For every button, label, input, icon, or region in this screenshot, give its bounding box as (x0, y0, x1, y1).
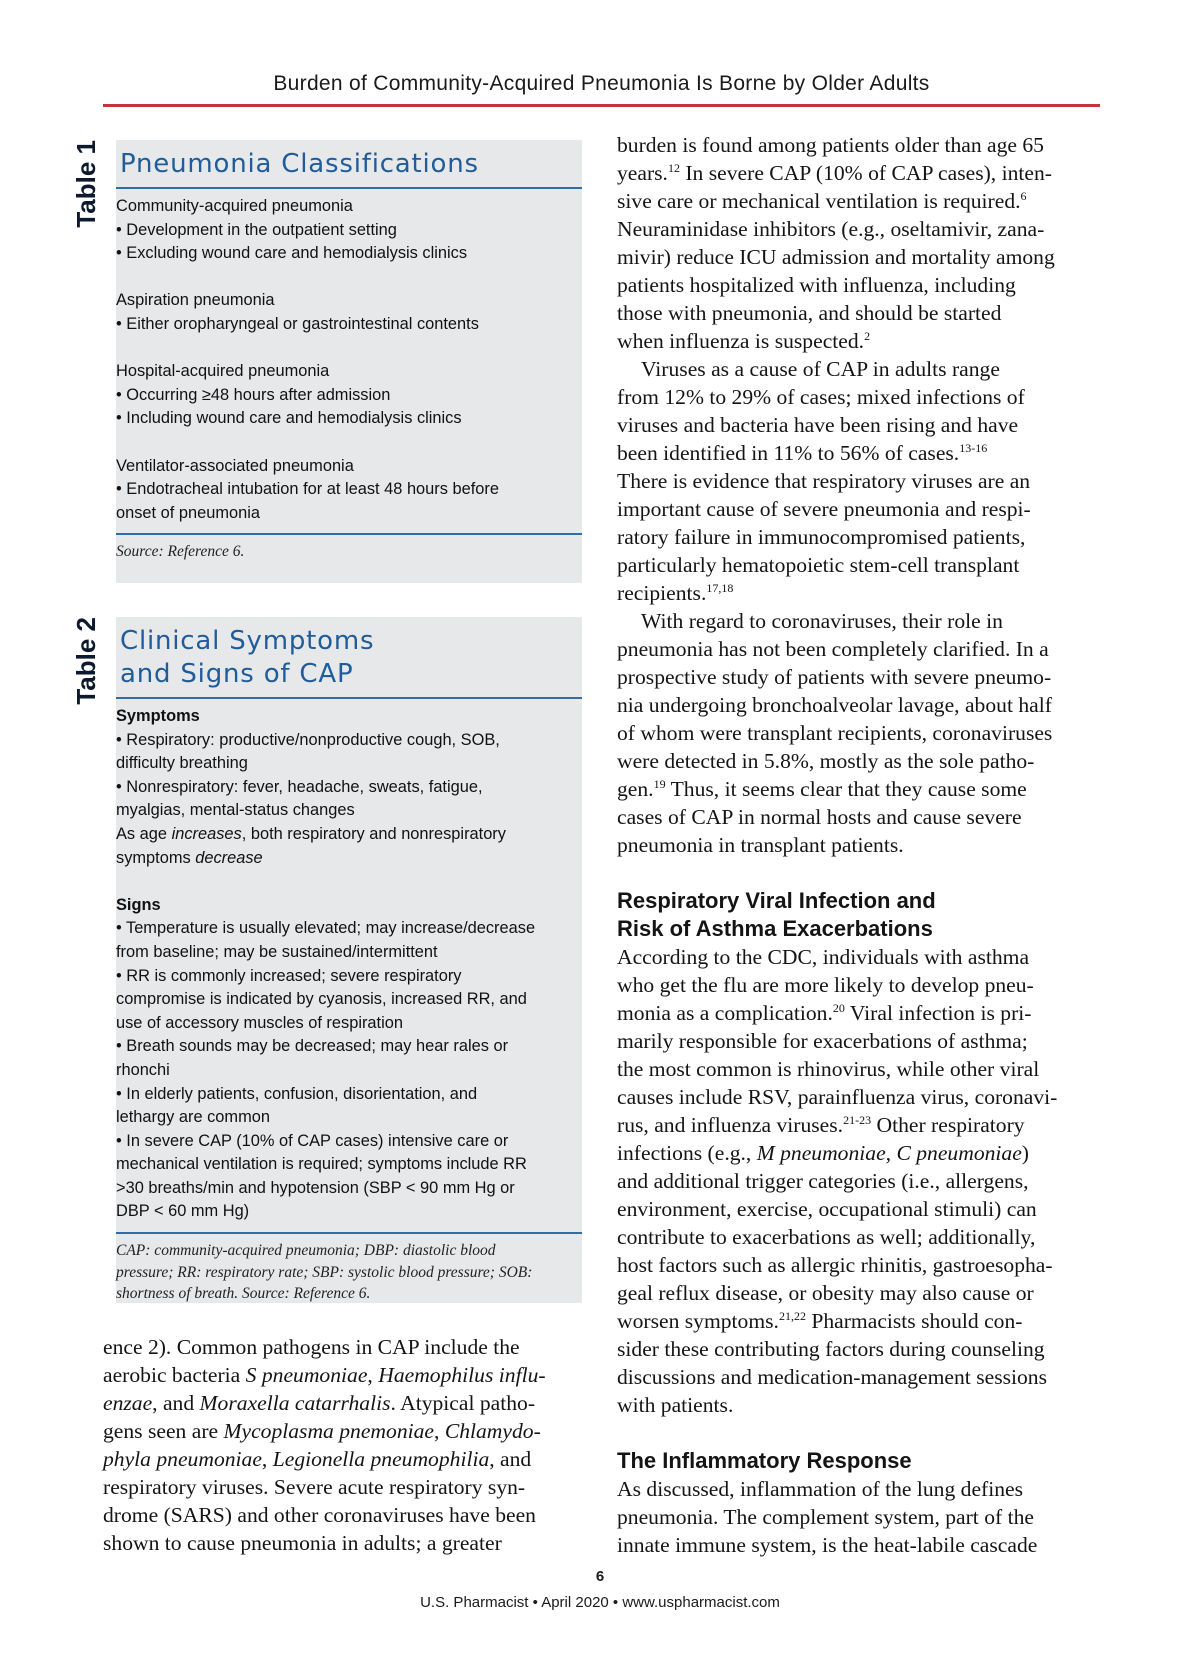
text-line: the most common is rhinovirus, while other viral (617, 1057, 1040, 1081)
text-line: • Respiratory: productive/nonproductive cough, SOB, (116, 730, 500, 749)
text-line: onset of pneumonia (116, 503, 260, 522)
text-line: DBP < 60 mm Hg) (116, 1202, 250, 1221)
paragraph (617, 1167, 1097, 1419)
text-line: There is evidence that respiratory viruses are an (617, 469, 1031, 493)
table2-body (116, 699, 582, 1232)
text-line: geal reflux disease, or obesity may also cause or (617, 1281, 1034, 1305)
section-heading: Respiratory Viral Infection and (617, 888, 936, 913)
table2-tab-label: Table 2 (71, 617, 101, 705)
table1-source: Source: Reference 6. (116, 543, 245, 561)
text-line: gens seen are Mycoplasma pnemoniae, Chlamydo- (103, 1419, 541, 1443)
text-line: • Temperature is usually elevated; may increase/decrease (116, 919, 536, 938)
text-line: gen.$^{19}$ Thus, it seems clear that they cause some (617, 776, 1027, 801)
text-line: pneumonia in transplant patients. (617, 833, 904, 857)
text-line: been identified in 11% to 56% of cases.$^{13-16}$ (617, 440, 988, 465)
text-line: CAP: community-acquired pneumonia; DBP: diastolic blood (116, 1242, 496, 1260)
running-title: Burden of Community-Acquired Pneumonia Is Borne by Older Adults (273, 72, 930, 95)
text-line: • In elderly patients, confusion, disorientation, and (116, 1084, 478, 1103)
text-line: patients hospitalized with influenza, including (617, 273, 1016, 297)
table1-box (116, 140, 582, 583)
text-line: contribute to exacerbations as well; additionally, (617, 1225, 1036, 1249)
text-line: marily responsible for exacerbations of asthma; (617, 1029, 1028, 1053)
text-line: prospective study of patients with severe pneumo- (617, 665, 1052, 689)
text-line: respiratory viruses. Severe acute respiratory syn- (103, 1475, 526, 1499)
text-line: • In severe CAP (10% of CAP cases) intensive care or (116, 1131, 509, 1150)
text-line: with patients. (617, 1393, 734, 1417)
text-line: myalgias, mental-status changes (116, 801, 355, 820)
table2-footnote (116, 1234, 582, 1317)
header-rule (103, 104, 1100, 107)
table1-body (116, 189, 582, 533)
section-heading: Risk of Asthma Exacerbations (617, 916, 933, 941)
text-line: • Development in the outpatient setting (116, 220, 397, 239)
text-line: when influenza is suspected.$^2$ (617, 328, 871, 353)
text-line: years.$^{12}$ In severe CAP (10% of CAP cases), inten- (617, 160, 1052, 185)
text-line: cases of CAP in normal hosts and cause severe (617, 805, 1022, 829)
text-line: drome (SARS) and other coronaviruses have been (103, 1503, 536, 1527)
text-line: ratory failure in immunocompromised patients, (617, 525, 1026, 549)
text-line: pneumonia has not been completely clarified. In a (617, 637, 1049, 661)
table2-title: Clinical Symptoms and Signs of CAP (120, 626, 375, 689)
text-line: environment, exercise, occupational stimuli) can (617, 1197, 1037, 1221)
text-line: from baseline; may be sustained/intermittent (116, 942, 438, 961)
text-line: Aspiration pneumonia (116, 291, 275, 310)
text-line: use of accessory muscles of respiration (116, 1013, 403, 1032)
text-line: recipients.$^{17,18}$ (617, 580, 734, 605)
text-line: Hospital-acquired pneumonia (116, 362, 330, 381)
text-line: • Nonrespiratory: fever, headache, sweats, fatigue, (116, 777, 483, 796)
text-line: rus, and influenza viruses.$^{21-23}$ Other respiratory (617, 1112, 1025, 1137)
text-line: important cause of severe pneumonia and respi- (617, 497, 1031, 521)
text-line: discussions and medication-management sessions (617, 1365, 1047, 1389)
text-line: According to the CDC, individuals with asthma (617, 945, 1030, 969)
spacer (116, 266, 574, 290)
text-line: from 12% to 29% of cases; mixed infections of (617, 385, 1025, 409)
text-line: burden is found among patients older than age 65 (617, 133, 1044, 157)
text-line: • RR is commonly increased; severe respiratory (116, 966, 462, 985)
text-line: pneumonia. The complement system, part of the (617, 1505, 1034, 1529)
paragraph (617, 607, 1097, 859)
text-line: innate immune system, is the heat-labile cascade (617, 1533, 1038, 1557)
text-line: sive care or mechanical ventilation is required.$^6$ (617, 188, 1027, 213)
paragraph (617, 943, 1097, 1139)
text-line: compromise is indicated by cyanosis, increased RR, and (116, 990, 527, 1009)
text-line: monia as a complication.$^{20}$ Viral infection is pri- (617, 1000, 1032, 1025)
text-line: Community-acquired pneumonia (116, 197, 353, 215)
signs-list (116, 917, 574, 1224)
age-note-line2: symptoms decrease (116, 848, 263, 867)
text-line: enzae, and Moraxella catarrhalis. Atypical patho- (103, 1391, 536, 1415)
text-line: • Either oropharyngeal or gastrointestinal contents (116, 314, 479, 333)
right-column-text (617, 131, 1097, 1559)
spacer (116, 431, 574, 455)
text-line: Neuraminidase inhibitors (e.g., oseltamivir, zana- (617, 217, 1045, 241)
symptoms-heading: Symptoms (116, 707, 200, 725)
text-line: rhonchi (116, 1060, 170, 1079)
text-line: With regard to coronaviruses, their role in (641, 609, 1003, 633)
text-line: were detected in 5.8%, mostly as the sole patho- (617, 749, 1035, 773)
text-line: causes include RSV, parainfluenza virus, coronavi- (617, 1085, 1058, 1109)
table1-title: Pneumonia Classifications (120, 149, 479, 179)
age-note-line1: As age increases, both respiratory and nonrespiratory (116, 824, 506, 843)
text-line: aerobic bacteria S pneumoniae, Haemophilus influ- (103, 1363, 546, 1387)
text-line: sider these contributing factors during counseling (617, 1337, 1045, 1361)
text-line: • Endotracheal intubation for at least 48 hours before (116, 480, 499, 499)
text-line: host factors such as allergic rhinitis, gastroesopha- (617, 1253, 1053, 1277)
text-line: • Including wound care and hemodialysis clinics (116, 409, 462, 428)
text-line: Viruses as a cause of CAP in adults range (641, 357, 1000, 381)
text-line: Ventilator-associated pneumonia (116, 456, 354, 475)
table1-tab-label: Table 1 (71, 140, 101, 228)
symptoms-list (116, 729, 574, 823)
text-line: pressure; RR: respiratory rate; SBP: systolic blood pressure; SOB: (116, 1263, 533, 1281)
paragraph (617, 355, 1097, 607)
text-line: who get the flu are more likely to develop pneu- (617, 973, 1034, 997)
text-line: viruses and bacteria have been rising and have (617, 413, 1019, 437)
paragraph (617, 131, 1097, 355)
text-line: shortness of breath. Source: Reference 6. (116, 1285, 371, 1303)
spacer (116, 337, 574, 361)
text-line: As discussed, inflammation of the lung defines (617, 1477, 1024, 1501)
text-line: mechanical ventilation is required; symptoms include RR (116, 1155, 527, 1174)
text-line: infections (e.g., M pneumoniae, C pneumoniae) (617, 1141, 1029, 1165)
text-line: • Breath sounds may be decreased; may hear rales or (116, 1037, 509, 1056)
paragraph (617, 1475, 1097, 1559)
text-line: nia undergoing bronchoalveolar lavage, about half (617, 693, 1052, 717)
text-line: ence 2). Common pathogens in CAP include the (103, 1335, 520, 1359)
text-line: and additional trigger categories (i.e., allergens, (617, 1169, 1029, 1193)
text-line: particularly hematopoietic stem-cell transplant (617, 553, 1020, 577)
text-line: difficulty breathing (116, 754, 248, 773)
section-heading: The Inflammatory Response (617, 1448, 912, 1473)
text-line: phyla pneumoniae, Legionella pneumophilia, and (103, 1447, 532, 1471)
left-column-text (103, 1333, 593, 1557)
page-number: 6 (595, 1568, 605, 1585)
text-line: of whom were transplant recipients, coronaviruses (617, 721, 1053, 745)
text-line: >30 breaths/min and hypotension (SBP < 90 mm Hg or (116, 1178, 515, 1197)
text-line: mivir) reduce ICU admission and mortality among (617, 245, 1055, 269)
text-line: • Excluding wound care and hemodialysis clinics (116, 244, 468, 263)
footer-credit: U.S. Pharmacist • April 2020 • www.uspharmacist.com (420, 1594, 780, 1611)
text-line: shown to cause pneumonia in adults; a greater (103, 1531, 502, 1555)
table2-box (116, 617, 582, 1303)
text-line: • Occurring ≥48 hours after admission (116, 385, 391, 404)
text-line: worsen symptoms.$^{21,22}$ Pharmacists should con- (617, 1308, 1023, 1333)
text-line: lethargy are common (116, 1108, 270, 1127)
signs-heading: Signs (116, 895, 161, 914)
text-line: those with pneumonia, and should be started (617, 301, 1002, 325)
